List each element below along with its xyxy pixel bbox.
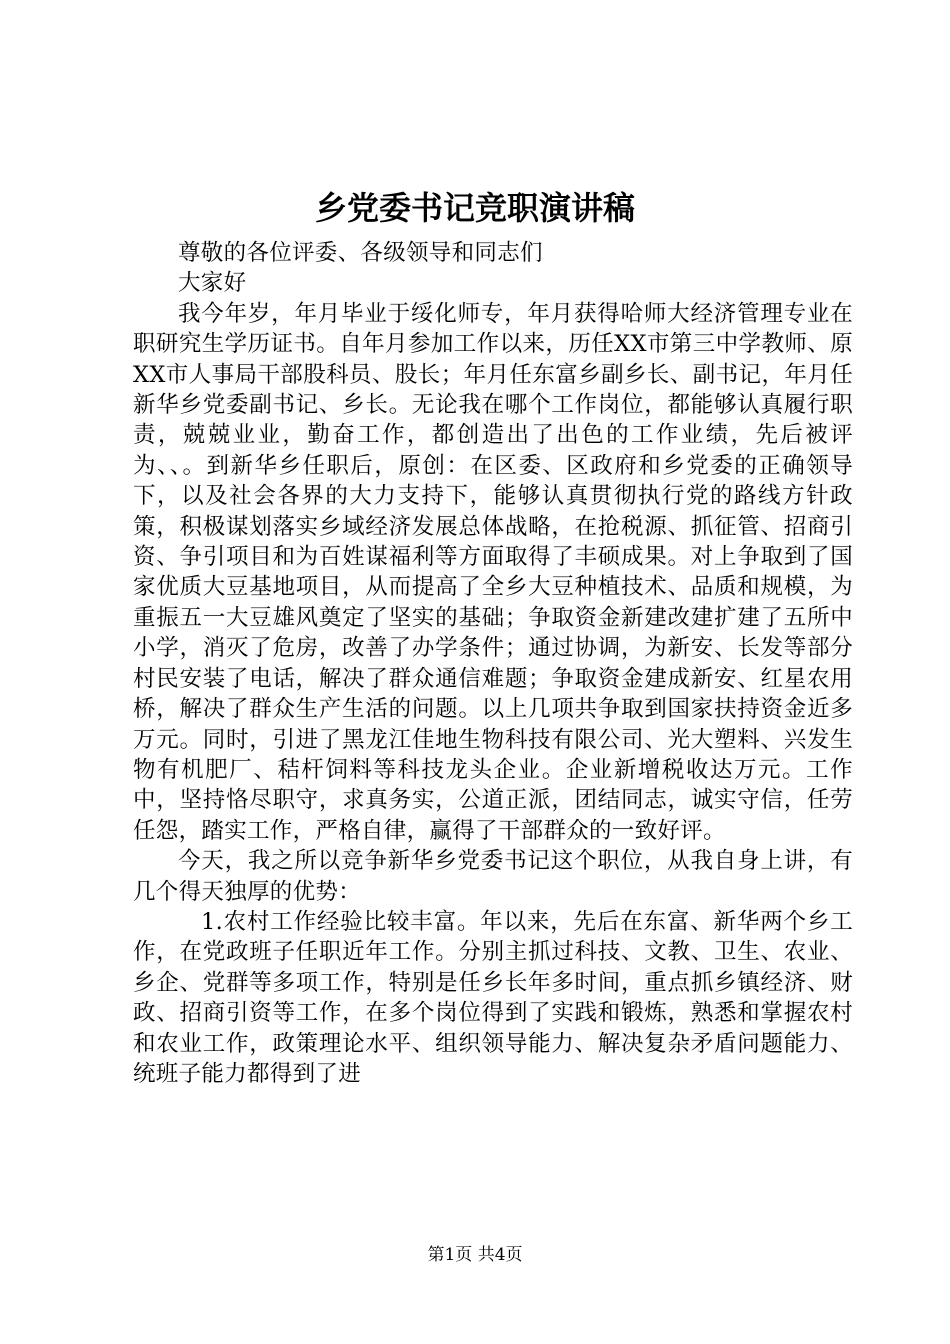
document-title: 乡党委书记竞职演讲稿 (314, 189, 635, 227)
motivation-paragraph: 今天，我之所以竞争新华乡党委书记这个职位，从我自身上讲，有几个得天独厚的优势： (133, 848, 853, 905)
greeting-paragraph: 大家好 (178, 270, 247, 297)
document-body (133, 238, 853, 1089)
page-footer: 第1页 共4页 (427, 1245, 523, 1265)
salutation-paragraph: 尊敬的各位评委、各级领导和同志们 (178, 240, 543, 266)
advantage-1-paragraph: 1.农村工作经验比较丰富。年以来，先后在东富、新华两个乡工作，在党政班子任职近年工作。分别主抓过科技、文教、卫生、农业、乡企、党群等多项工作，特别是任乡长年多时间，重点抓乡镇经济、财政、招商引资等工作，在多个岗位得到了实践和锻炼，熟悉和掌握农村和农业工作，政策理论水平、组织领导能力、解决复杂矛盾问题能力、统班子能力都得到了进 (133, 908, 853, 1087)
background-paragraph: 我今年岁，年月毕业于绥化师专，年月获得哈师大经济管理专业在职研究生学历证书。自年月参加工作以来，历任XX市第三中学教师、原XX市人事局干部股科员、股长；年月任东富乡副乡长、副书记，年月任新华乡党委副书记、乡长。无论我在哪个工作岗位，都能够认真履行职责，兢兢业业，勤奋工作，都创造出了出色的工作业绩，先后被评为、、。到新华乡任职后，原创：在区委、区政府和乡党委的正确领导下，以及社会各界的大力支持下，能够认真贯彻执行党的路线方针政策，积极谋划落实乡域经济发展总体战略，在抢税源、抓征管、招商引资、争引项目和为百姓谋福利等方面取得了丰硕成果。对上争取到了国家优质大豆基地项目，从而提高了全乡大豆种植技术、品质和规模，为重振五一大豆雄风奠定了坚实的基础；争取资金新建改建扩建了五所中小学，消灭了危房，改善了办学条件；通过协调，为新安、长发等部分村民安装了电话，解决了群众通信难题；争取资金建成新安、红星农用桥，解决了群众生产生活的问题。以上几项共争取到国家扶持资金近多万元。同时，引进了黑龙江佳地生物科技有限公司、光大塑料、兴发生物有机肥厂、秸杆饲料等科技龙头企业。企业新增税收达万元。工作中，坚持恪尽职守，求真务实，公道正派，团结同志，诚实守信，任劳任怨，踏实工作，严格自律，赢得了干部群众的一致好评。 (133, 300, 853, 844)
